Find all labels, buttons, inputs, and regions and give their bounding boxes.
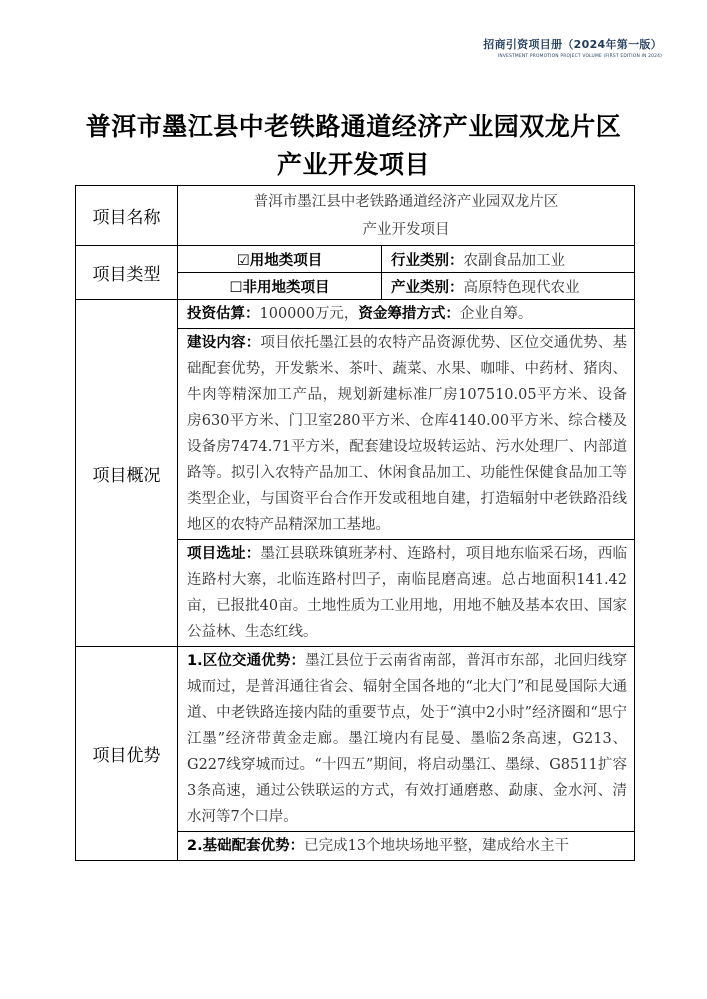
row-project-name <box>76 186 635 246</box>
document-title-line2: 产业开发项目 <box>276 150 430 179</box>
category-value: 高原特色现代农业 <box>463 279 580 296</box>
industry-type <box>382 273 634 299</box>
location-advantage-value: 墨江县位于云南省南部，普洱市东部，北回归线穿城而过，是普洱通往省会、辐射全国各地的“北大门”和昆曼国际大通道、中老铁路连接内陆的重要节点，处于“滇中2小时”经济圈和“思宁江墨”经济带黄金走廊。墨江境内有昆曼、墨临2条高速，G213、G227线穿城而过。“十四五”期间，将启动墨江、墨绿、G8511扩容3条高速，通过公铁联运的方式，有效打通磨憨、勐康、金水河、清水河等7个口岸。 <box>187 653 627 825</box>
value-project-overview <box>178 300 635 647</box>
project-site <box>178 539 634 646</box>
project-table <box>75 185 635 861</box>
location-advantage-label: 1.区位交通优势： <box>187 653 306 669</box>
infrastructure-value: 已完成13个地块场地平整，建成给水主干 <box>304 838 570 854</box>
row-project-overview <box>76 300 635 647</box>
non-land-use-option: ☐非用地类项目 <box>178 273 382 299</box>
header-subtitle: INVESTMENT PROMOTION PROJECT VOLUME (FIRST EDITION IN 2024) <box>497 54 662 59</box>
value-project-name <box>178 186 635 246</box>
page-header <box>483 36 662 59</box>
value-project-type <box>178 246 635 300</box>
location-advantage <box>178 647 634 831</box>
label-project-overview: 项目概况 <box>76 300 178 647</box>
type-sub-row-1 <box>178 246 634 272</box>
industry-category <box>382 246 634 272</box>
value-project-advantage <box>178 647 635 861</box>
site-value: 墨江县联珠镇班茅村、连路村，项目地东临采石场，西临连路村大寨，北临连路村凹子，南临昆磨高速。总占地面积141.42亩，已报批40亩。土地性质为工业用地，用地不触及基本农田、国家公益林、生态红线。 <box>187 546 628 640</box>
industry-label: 行业类别： <box>391 252 464 269</box>
funding-label: 资金筹措方式： <box>358 306 460 322</box>
land-use-option: ☑用地类项目 <box>178 246 382 272</box>
row-project-type <box>76 246 635 300</box>
category-label: 产业类别： <box>391 279 464 296</box>
infrastructure-label: 2.基础配套优势： <box>187 838 305 854</box>
investment-info <box>178 300 634 328</box>
infrastructure-advantage <box>178 831 634 860</box>
document-title <box>0 108 707 184</box>
project-name-line2: 产业开发项目 <box>362 221 450 238</box>
type-sub-row-2 <box>178 272 634 299</box>
label-project-name: 项目名称 <box>76 186 178 246</box>
content-label: 建设内容： <box>187 335 261 351</box>
document-title-line1: 普洱市墨江县中老铁路通道经济产业园双龙片区 <box>85 112 622 141</box>
investment-value: 100000万元， <box>259 306 359 322</box>
project-name-line1: 普洱市墨江县中老铁路通道经济产业园双龙片区 <box>253 193 559 210</box>
label-project-type: 项目类型 <box>76 246 178 300</box>
label-project-advantage: 项目优势 <box>76 647 178 861</box>
row-project-advantage <box>76 647 635 861</box>
industry-value: 农副食品加工业 <box>463 252 565 269</box>
construction-content <box>178 328 634 539</box>
content-value: 项目依托墨江县的农特产品资源优势、区位交通优势、基础配套优势，开发紫米、茶叶、蔬菜、水果、咖啡、中药材、猪肉、牛肉等精深加工产品，规划新建标准厂房107510.05平方米、设备房630平方米、门卫室280平方米、仓库4140.00平方米、综合楼及设备房7474.71平方米，配套建设垃圾转运站、污水处理厂、内部道路等。拟引入农特产品加工、休闲食品加工、功能性保健食品加工等类型企业，与国资平台合作开发或租地自建，打造辐射中老铁路沿线地区的农特产品精深加工基地。 <box>187 335 628 533</box>
site-label: 项目选址： <box>187 546 261 562</box>
funding-value: 企业自筹。 <box>459 306 533 322</box>
header-title: 招商引资项目册（2024年第一版） <box>483 38 662 51</box>
investment-label: 投资估算： <box>187 306 260 322</box>
